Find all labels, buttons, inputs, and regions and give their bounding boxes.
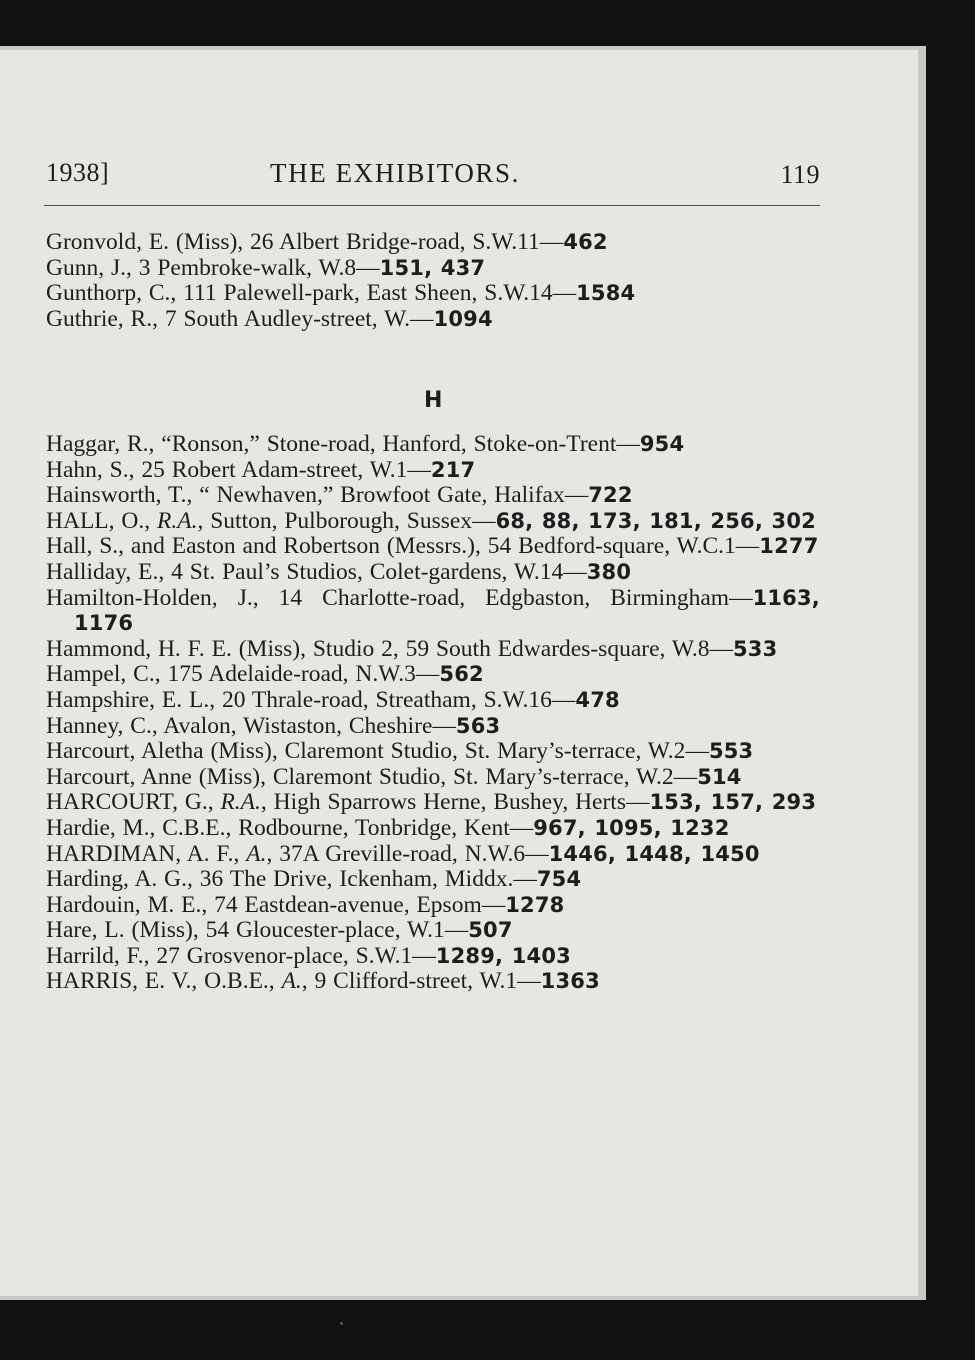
catalogue-numbers: 380: [586, 559, 632, 584]
exhibitor-entry: HARCOURT, G., R.A., High Sparrows Herne, Bushey, Herts—153, 157, 293: [46, 789, 817, 816]
exhibitor-name: HARCOURT, G.,: [46, 789, 221, 816]
exhibitor-name: Gunn, J., 3 Pembroke-walk, W.8: [46, 254, 357, 281]
catalogue-numbers: 533: [732, 636, 778, 661]
exhibitor-address: , 9 Clifford-street, W.1: [301, 968, 518, 995]
entries-before-section: [46, 230, 820, 332]
exhibitor-name: Hanney, C., Avalon, Wistaston, Cheshire: [46, 712, 433, 739]
exhibitor-name: Harrild, F., 27 Grosvenor-place, S.W.1: [46, 942, 413, 969]
exhibitor-entry: Hammond, H. F. E. (Miss), Studio 2, 59 South Edwardes-square, W.8—533: [46, 635, 778, 662]
catalogue-numbers: 553: [708, 739, 754, 764]
exhibitor-name: Hainsworth, T., “ Newhaven,” Browfoot Gate, Halifax: [46, 482, 565, 509]
academy-title: R.A.: [157, 507, 198, 534]
exhibitor-name: Haggar, R., “Ronson,” Stone-road, Hanford, Stoke-on-Trent: [46, 431, 617, 457]
catalogue-numbers: 1277: [759, 534, 819, 559]
exhibitor-entry: Hahn, S., 25 Robert Adam-street, W.1—217: [46, 456, 476, 483]
exhibitor-name: Hardouin, M. E., 74 Eastdean-avenue, Epsom: [46, 891, 482, 918]
running-head: [46, 158, 820, 198]
exhibitor-entry: Gunthorp, C., 111 Palewell-park, East Sheen, S.W.14—1584: [46, 280, 636, 307]
catalogue-numbers: 563: [455, 713, 501, 738]
academy-title: A.: [246, 840, 267, 867]
exhibitor-entry: Gunn, J., 3 Pembroke-walk, W.8—151, 437: [46, 254, 486, 281]
book-page: [0, 50, 918, 1296]
exhibitor-name: Harcourt, Anne (Miss), Claremont Studio, St. Mary’s-terrace, W.2: [46, 763, 674, 790]
exhibitor-name: Gronvold, E. (Miss), 26 Albert Bridge-road, S.W.11: [46, 229, 540, 255]
catalogue-numbers: 1278: [505, 892, 565, 917]
catalogue-numbers: 507: [468, 918, 513, 943]
exhibitor-name: HARRIS, E. V., O.B.E.,: [46, 968, 282, 995]
catalogue-numbers: 954: [639, 432, 685, 456]
exhibitor-name: Hahn, S., 25 Robert Adam-street, W.1: [46, 456, 408, 483]
exhibitor-entry: Haggar, R., “Ronson,” Stone-road, Hanford, Stoke-on-Trent—954: [46, 431, 685, 457]
academy-title: R.A.: [220, 789, 261, 816]
exhibitor-name: Harding, A. G., 36 The Drive, Ickenham, Middx.: [46, 866, 514, 893]
exhibitor-entry: Hampel, C., 175 Adelaide-road, N.W.3—562: [46, 661, 484, 688]
exhibitor-name: Harcourt, Aletha (Miss), Claremont Studio, St. Mary’s-terrace, W.2: [46, 738, 686, 765]
catalogue-numbers: 151, 437: [379, 255, 486, 280]
catalogue-numbers: 1289, 1403: [435, 943, 571, 968]
exhibitor-address: , 37A Greville-road, N.W.6: [266, 840, 526, 867]
catalogue-numbers: 68, 88, 173, 181, 256, 302: [495, 508, 816, 533]
catalogue-numbers: 478: [575, 687, 620, 712]
exhibitor-address: , High Sparrows Herne, Bushey, Herts: [260, 789, 626, 816]
page-number: 119: [780, 160, 820, 189]
section-letter-heading: H: [424, 388, 443, 413]
exhibitor-entry: Harcourt, Aletha (Miss), Claremont Studio, St. Mary’s-terrace, W.2—553: [46, 738, 754, 765]
catalogue-numbers: 1363: [540, 969, 600, 994]
catalogue-numbers: 462: [563, 230, 608, 254]
exhibitor-name: Hamilton-Holden, J., 14 Charlotte-road, Edgbaston, Birmingham: [46, 584, 730, 611]
exhibitor-entry: Hare, L. (Miss), 54 Gloucester-place, W.1—507: [46, 917, 513, 944]
exhibitor-name: HALL, O.,: [46, 507, 157, 534]
catalogue-numbers: 153, 157, 293: [649, 790, 817, 815]
exhibitor-name: Hampshire, E. L., 20 Thrale-road, Streatham, S.W.16: [46, 686, 552, 713]
exhibitor-entry: HALL, O., R.A., Sutton, Pulborough, Sussex—68, 88, 173, 181, 256, 302: [46, 507, 816, 534]
exhibitor-entry: Hall, S., and Easton and Robertson (Messrs.), 54 Bedford-square, W.C.1—1277: [46, 533, 819, 560]
exhibitor-name: Hall, S., and Easton and Robertson (Messrs.), 54 Bedford-square, W.C.1: [46, 533, 736, 560]
catalogue-numbers: 562: [439, 662, 484, 687]
running-head-title: THE EXHIBITORS.: [270, 158, 520, 188]
exhibitor-name: Hammond, H. F. E. (Miss), Studio 2, 59 South Edwardes-square, W.8: [46, 635, 710, 662]
exhibitor-entry: HARRIS, E. V., O.B.E., A., 9 Clifford-street, W.1—1363: [46, 968, 600, 995]
exhibitor-name: Gunthorp, C., 111 Palewell-park, East Sheen, S.W.14: [46, 280, 553, 307]
catalogue-numbers: 967, 1095, 1232: [533, 815, 730, 840]
header-rule: [44, 205, 820, 206]
catalogue-numbers: 722: [588, 483, 633, 508]
catalogue-numbers: 217: [430, 457, 476, 482]
exhibitor-entry: Harcourt, Anne (Miss), Claremont Studio, St. Mary’s-terrace, W.2—514: [46, 763, 742, 790]
exhibitor-entry: Halliday, E., 4 St. Paul’s Studios, Colet-gardens, W.14—380: [46, 558, 632, 585]
exhibitor-entry: Hardouin, M. E., 74 Eastdean-avenue, Epsom—1278: [46, 891, 565, 918]
exhibitor-entry: Hainsworth, T., “ Newhaven,” Browfoot Gate, Halifax—722: [46, 482, 633, 509]
exhibitor-name: Hare, L. (Miss), 54 Gloucester-place, W.1: [46, 917, 445, 944]
exhibitor-name: Guthrie, R., 7 South Audley-street, W.: [46, 305, 411, 332]
exhibitor-entry: Gronvold, E. (Miss), 26 Albert Bridge-road, S.W.11—462: [46, 229, 608, 255]
exhibitor-entry: Hanney, C., Avalon, Wistaston, Cheshire—563: [46, 712, 501, 739]
exhibitor-entry: Guthrie, R., 7 South Audley-street, W.—1094: [46, 305, 493, 332]
catalogue-numbers: 1584: [576, 281, 636, 306]
exhibitor-entry: Hardie, M., C.B.E., Rodbourne, Tonbridge, Kent—967, 1095, 1232: [46, 814, 730, 841]
paper-speck: [340, 1322, 343, 1325]
catalogue-numbers: 1094: [433, 306, 493, 331]
catalogue-numbers: 514: [697, 764, 742, 789]
exhibitor-entry: HARDIMAN, A. F., A., 37A Greville-road, N.W.6—1446, 1448, 1450: [46, 840, 760, 867]
exhibitor-entry: Hamilton-Holden, J., 14 Charlotte-road, Edgbaston, Birmingham—1163, 1176: [46, 584, 820, 636]
running-head-year: 1938]: [46, 158, 110, 187]
exhibitor-entry: Hampshire, E. L., 20 Thrale-road, Streatham, S.W.16—478: [46, 686, 620, 713]
exhibitor-name: Hampel, C., 175 Adelaide-road, N.W.3: [46, 661, 416, 688]
catalogue-numbers: 1163, 1176: [74, 585, 820, 636]
exhibitor-name: HARDIMAN, A. F.,: [46, 840, 247, 867]
exhibitor-address: , Sutton, Pulborough, Sussex: [197, 507, 473, 534]
entries-h-section: [46, 432, 820, 995]
academy-title: A.: [281, 968, 302, 995]
exhibitor-entry: Harding, A. G., 36 The Drive, Ickenham, Middx.—754: [46, 866, 582, 893]
exhibitor-name: Hardie, M., C.B.E., Rodbourne, Tonbridge, Kent: [46, 814, 510, 841]
exhibitor-name: Halliday, E., 4 St. Paul’s Studios, Colet-gardens, W.14: [46, 558, 564, 585]
catalogue-numbers: 1446, 1448, 1450: [548, 841, 760, 866]
exhibitor-entry: Harrild, F., 27 Grosvenor-place, S.W.1—1289, 1403: [46, 942, 571, 969]
catalogue-numbers: 754: [536, 867, 582, 892]
